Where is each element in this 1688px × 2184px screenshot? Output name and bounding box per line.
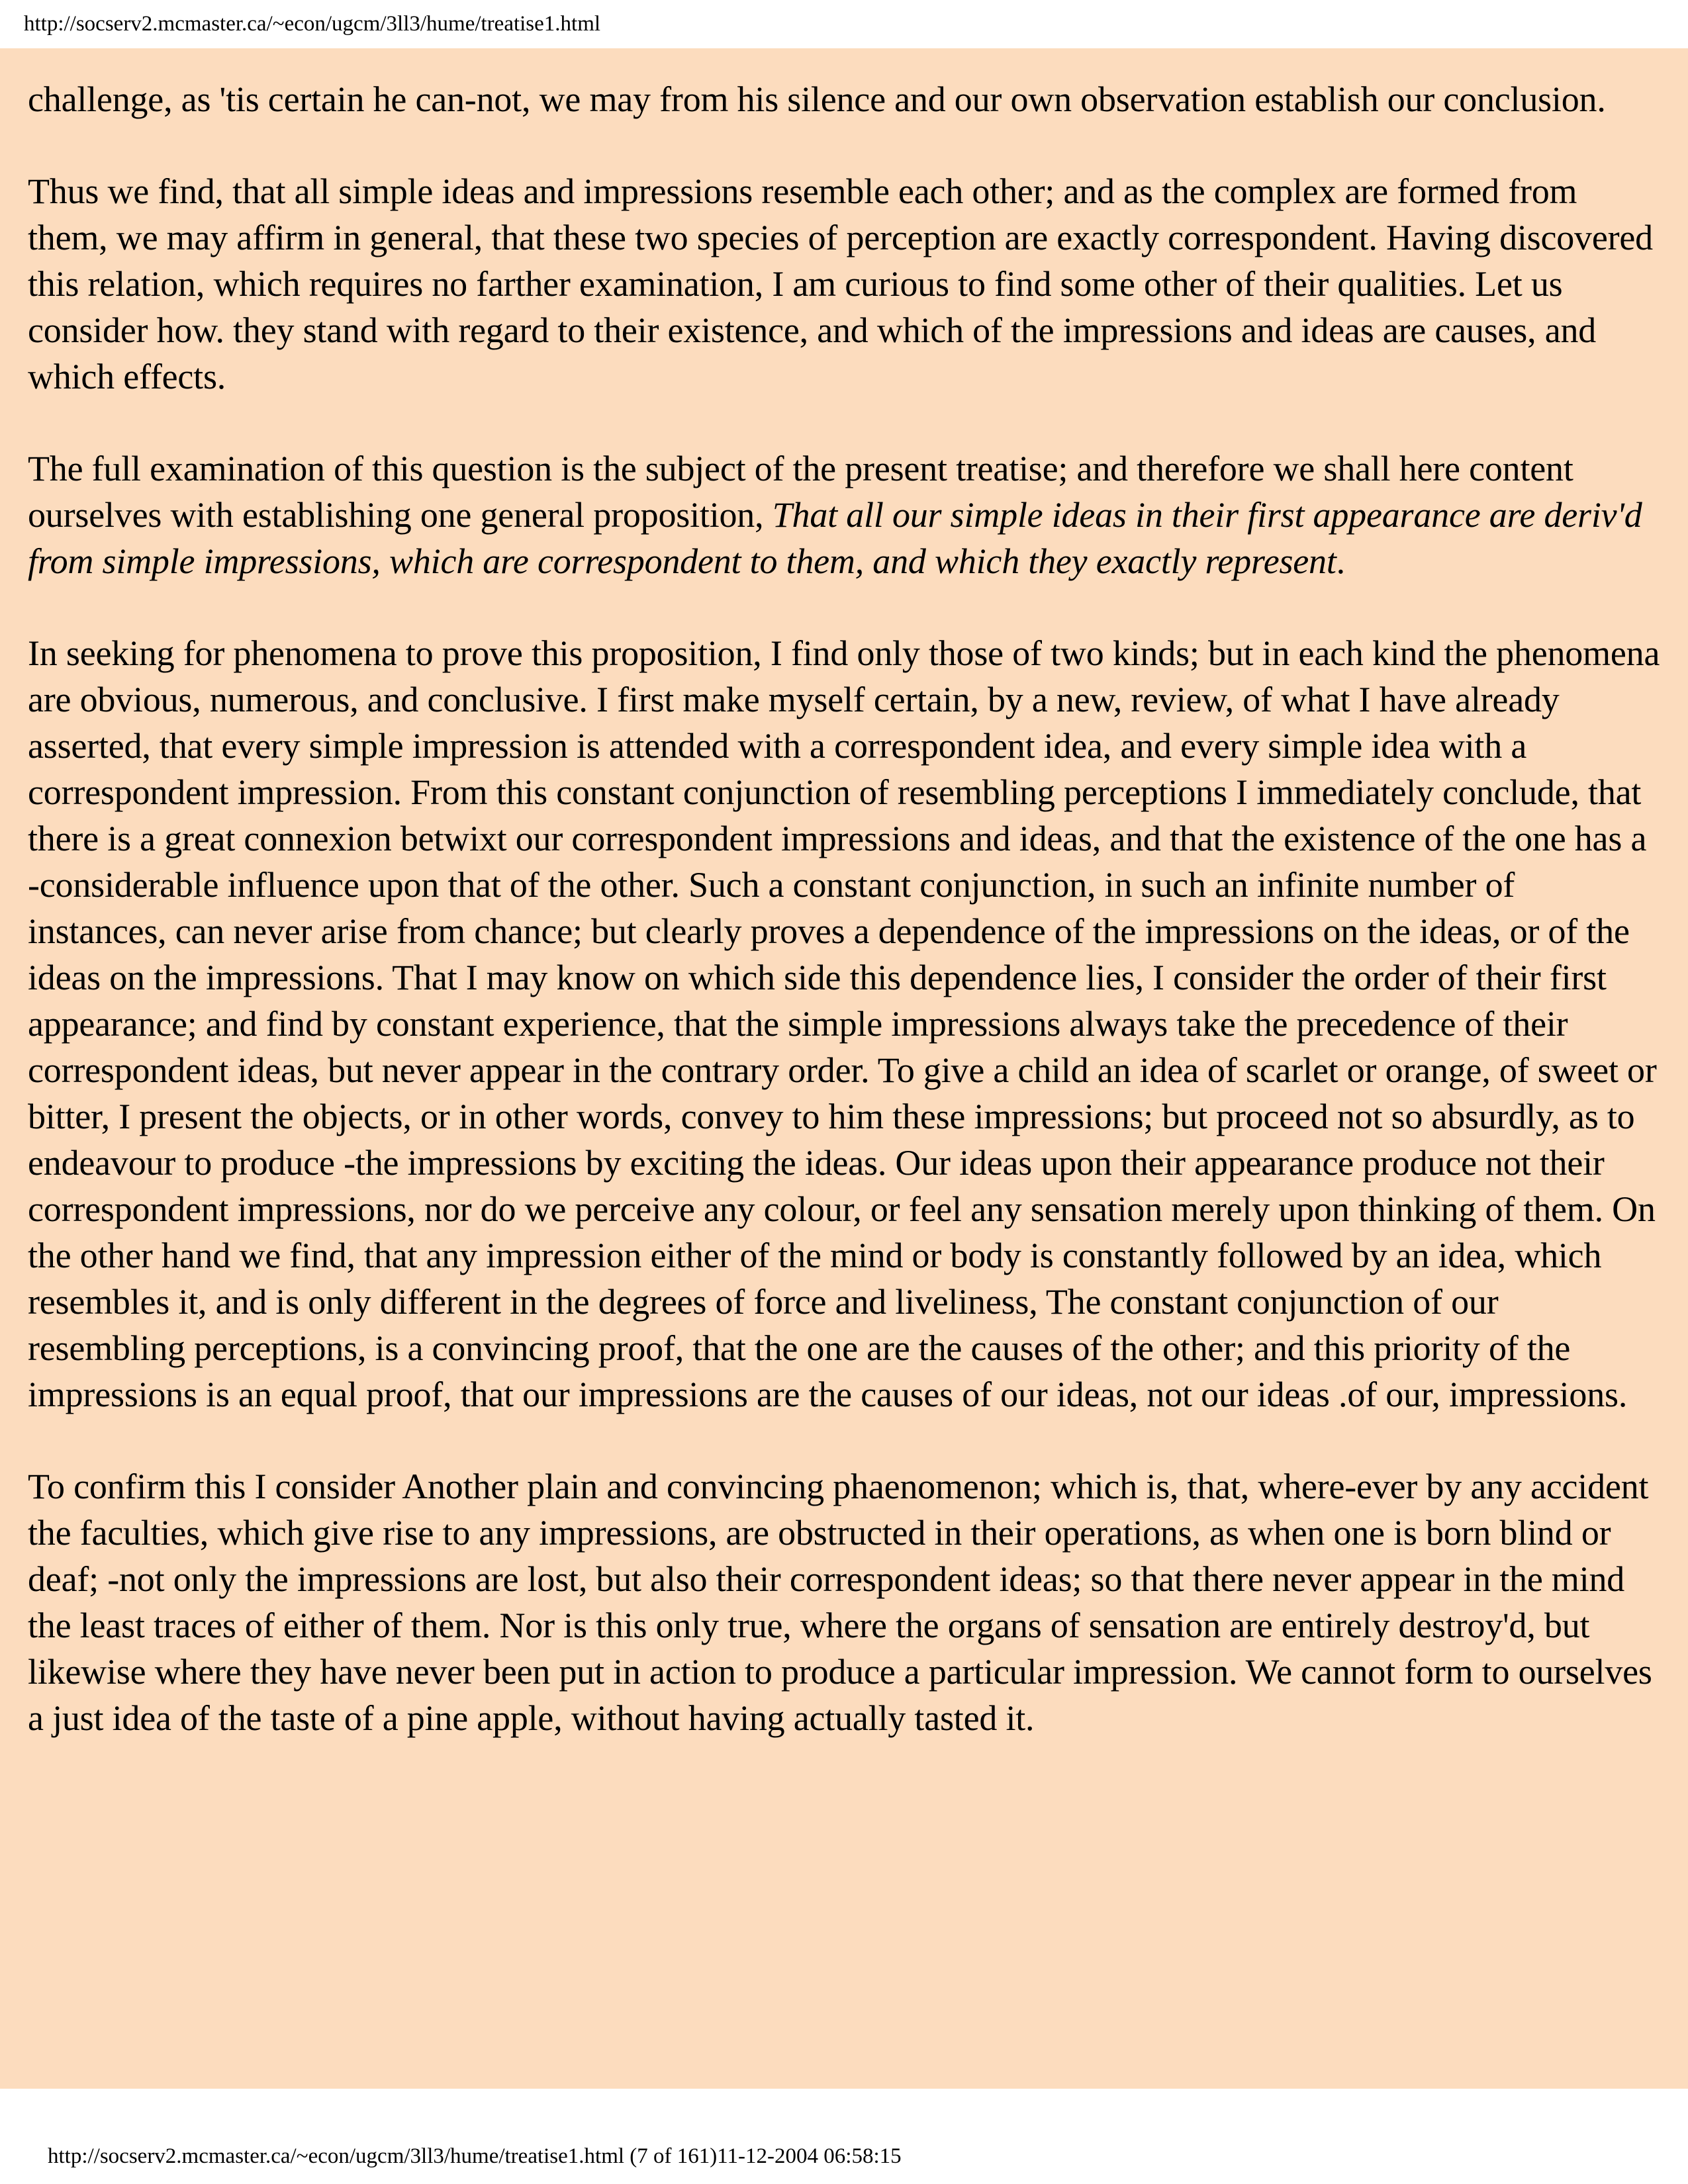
paragraph-3 bbox=[28, 445, 1660, 584]
footer-page-info: http://socserv2.mcmaster.ca/~econ/ugcm/3ll3/hume/treatise1.html (7 of 161)11-12-2004 06:58:15 bbox=[48, 2144, 902, 2168]
header-url: http://socserv2.mcmaster.ca/~econ/ugcm/3ll3/hume/treatise1.html bbox=[24, 12, 601, 36]
paragraph-3-end: . bbox=[1336, 541, 1345, 581]
document-body bbox=[0, 48, 1688, 2089]
paragraph-1: challenge, as 'tis certain he can-not, we may from his silence and our own observation establish our conclusion. bbox=[28, 79, 1606, 119]
paragraph-2: Thus we find, that all simple ideas and impressions resemble each other; and as the complex are formed from them, we may affirm in general, that these two species of perception are exactly correspondent. Having discovered this relation, which requires no farther examination, I am curious to find some other of their qualities. Let us consider how. they stand with regard to their existence, and which of the impressions and ideas are causes, and which effects. bbox=[28, 171, 1653, 396]
paragraph-4: In seeking for phenomena to prove this proposition, I find only those of two kinds; but in each kind the phenomena are obvious, numerous, and conclusive. I first make myself certain, by a new, review, of what I have already asserted, that every simple impression is attended with a correspondent idea, and every simple idea with a correspondent impression. From this constant conjunction of resembling perceptions I immediately conclude, that there is a great connexion betwixt our correspondent impressions and ideas, and that the existence of the one has a -considerable influence upon that of the other. Such a constant conjunction, in such an infinite number of instances, can never arise from chance; but clearly proves a dependence of the impressions on the ideas, or of the ideas on the impressions. That I may know on which side this dependence lies, I consider the order of their first appearance; and find by constant experience, that the simple impressions always take the precedence of their correspondent ideas, but never appear in the contrary order. To give a child an idea of scarlet or orange, of sweet or bitter, I present the objects, or in other words, convey to him these impressions; but proceed not so absurdly, as to endeavour to produce -the impressions by exciting the ideas. Our ideas upon their appearance produce not their correspondent impressions, nor do we perceive any colour, or feel any sensation merely upon thinking of them. On the other hand we find, that any impression either of the mind or body is constantly followed by an idea, which resembles it, and is only different in the degrees of force and liveliness, The constant conjunction of our resembling perceptions, is a convincing proof, that the one are the causes of the other; and this priority of the impressions is an equal proof, that our impressions are the causes of our ideas, not our ideas .of our, impressions. bbox=[28, 633, 1660, 1414]
paragraph-5: To confirm this I consider Another plain and convincing phaenomenon; which is, that, where-ever by any accident the faculties, which give rise to any impressions, are obstructed in their operations, as when one is born blind or deaf; -not only the impressions are lost, but also their correspondent ideas; so that there never appear in the mind the least traces of either of them. Nor is this only true, where the organs of sensation are entirely destroy'd, but likewise where they have never been put in action to produce a particular impression. We cannot form to ourselves a just idea of the taste of a pine apple, without having actually tasted it. bbox=[28, 1467, 1652, 1738]
paragraph-3-lead: The full examination of this question is the subject of the present treatise; and therefore we shall here content ourselves with establishing one general proposition, bbox=[28, 449, 1573, 535]
paragraph-3-proposition: That all our simple ideas in their first appearance are deriv'd from simple impressions, which are correspondent to them, and which they exactly represent bbox=[28, 495, 1642, 581]
